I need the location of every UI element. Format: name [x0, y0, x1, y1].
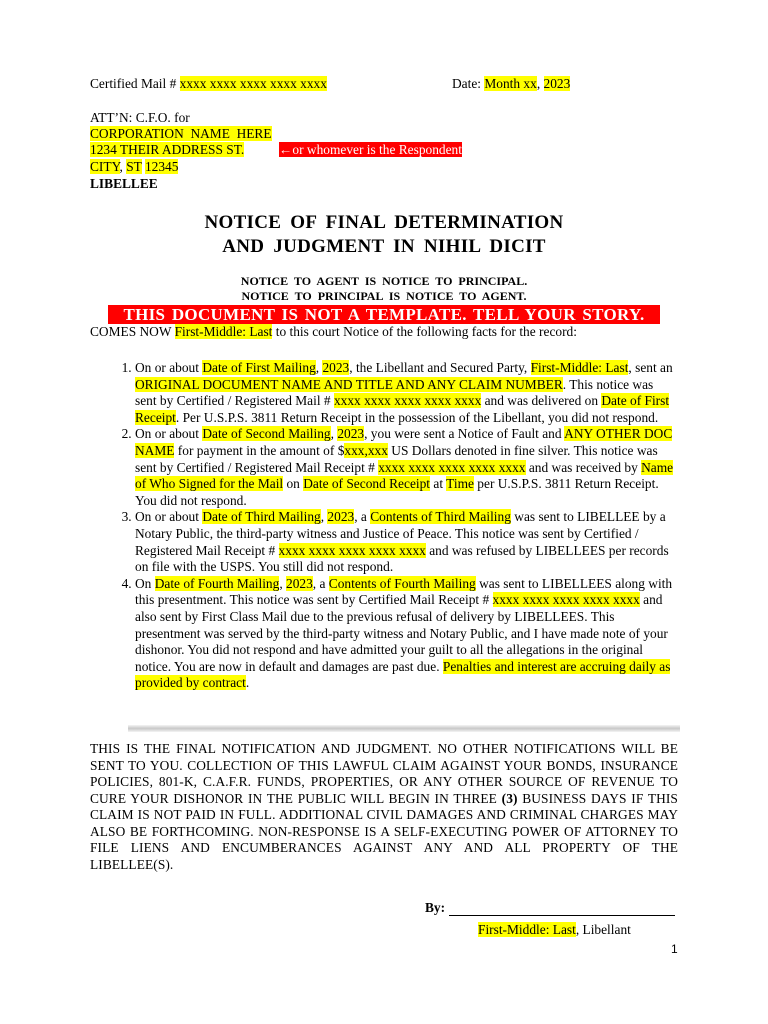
city-separator: , [119, 159, 127, 174]
date-label: Date: [452, 76, 485, 91]
street-address [90, 142, 244, 159]
corporation-name [90, 126, 272, 143]
date-line [452, 76, 570, 93]
certified-mail-line [90, 76, 327, 93]
city-state-zip [90, 159, 178, 176]
warning-banner: THIS DOCUMENT IS NOT A TEMPLATE. TELL YOUR STORY. [108, 305, 660, 324]
corporation-name-text: CORPORATION NAME HERE [90, 126, 272, 141]
document-title-line-2: AND JUDGMENT IN NIHIL DICIT [222, 236, 546, 257]
signature-name: First-Middle: Last [478, 922, 576, 937]
libellee-label: LIBELLEE [90, 176, 158, 191]
final-text-part-1: THIS IS THE FINAL NOTIFICATION AND JUDGMENT. NO OTHER NOTIFICATIONS WILL BE SENT TO YOU. COLLECTION OF THIS LAWFUL CLAIM AGAINST YOUR BONDS, INSURANCE POLICIES, 801-K, C.A.F.R. FUNDS, PROPERTIES, OR ANY OTHER SOURCE OF REVENUE TO CURE YOUR DISHONOR IN THE PUBLIC WILL BEGIN IN THREE [90, 741, 678, 806]
facts-list [90, 360, 678, 692]
state: ST [126, 159, 142, 174]
fact-item-3: 3. On or about Date of Third Mailing, 2023, a Contents of Third Mailing was sent to LIBELLEE by a Notary Public, the third-party witness and Justice of Peace. This notice was sent by Certified / Registered Mail Receipt # xxxx xxxx xxxx xxxx xxxx and was refused by LIBELLEES per records on file with the USPS. You still did not respond. [135, 509, 678, 575]
respondent-note-text: ←or whomever is the Respondent [279, 142, 462, 157]
fact-item-1: 1. On or about Date of First Mailing, 2023, the Libellant and Secured Party, First-Middle: Last, sent an ORIGINAL DOCUMENT NAME AND TITLE AND ANY CLAIM NUMBER. This notice was sent by Certified / Registered Mail # xxxx xxxx xxxx xxxx xxxx and was delivered on Date of First Receipt. Per U.S.P.S. 3811 Return Receipt in the possession of the Libellant, you did not respond. [135, 360, 678, 426]
date-separator: , [536, 76, 544, 91]
certified-mail-number: xxxx xxxx xxxx xxxx xxxx [179, 76, 327, 91]
signature-by-label: By: [425, 900, 446, 915]
notice-principal-line: NOTICE TO PRINCIPAL IS NOTICE TO AGENT. [241, 289, 527, 303]
intro-line [90, 324, 577, 341]
date-year: 2023 [543, 76, 571, 91]
city: CITY [90, 159, 120, 174]
final-notification-paragraph [90, 741, 678, 873]
document-title-line-1: NOTICE OF FINAL DETERMINATION [204, 212, 564, 233]
signature-blank [449, 901, 675, 916]
intro-name: First-Middle: Last [174, 324, 273, 339]
fact-item-2: 2. On or about Date of Second Mailing, 2023, you were sent a Notice of Fault and ANY OTHER DOC NAME for payment in the amount of $xxx,xxx US Dollars denoted in fine silver. This notice was sent by Certified / Registered Mail Receipt # xxxx xxxx xxxx xxxx xxxx and was received by Name of Who Signed for the Mail on Date of Second Receipt at Time per U.S.P.S. 3811 Return Receipt. You did not respond. [135, 426, 678, 509]
notice-agent-line: NOTICE TO AGENT IS NOTICE TO PRINCIPAL. [240, 274, 528, 288]
signature-role: , Libellant [575, 922, 631, 937]
intro-suffix: to this court Notice of the following facts for the record: [272, 324, 577, 339]
final-text-days: (3) [501, 790, 518, 806]
attn-line: ATT’N: C.F.O. for [90, 110, 190, 125]
signature-line [425, 900, 675, 916]
signature-name-line [478, 922, 631, 938]
page-number: 1 [671, 942, 678, 956]
certified-mail-label: Certified Mail # [90, 76, 180, 91]
final-text-part-2: BUSINESS DAYS IF THIS CLAIM IS NOT PAID IN FULL. ADDITIONAL CIVIL DAMAGES AND CRIMINAL CHARGES MAY ALSO BE FORTHCOMING. NON-RESPONSE IS A SELF-EXECUTING POWER OF ATTORNEY TO FILE LIENS AND ENCUMBERANCES AGAINST ANY AND ALL PROPERTY OF THE LIBELLEE(S). [90, 790, 678, 872]
date-month: Month xx [484, 76, 537, 91]
fact-item-4: 4. On Date of Fourth Mailing, 2023, a Contents of Fourth Mailing was sent to LIBELLEES along with this presentment. This notice was sent by Certified Mail Receipt # xxxx xxxx xxxx xxxx xxxx and also sent by First Class Mail due to the previous refusal of delivery by LIBELLEES. This presentment was served by the third-party witness and Notary Public, and I have made note of your dishonor. You did not respond and have admitted your guilt to all the allegations in the original notice. You are now in default and damages are past due. Penalties and interest are accruing daily as provided by contract. [135, 576, 678, 692]
zip: 12345 [144, 159, 179, 174]
section-divider [128, 725, 680, 732]
respondent-note [279, 142, 462, 158]
street-address-text: 1234 THEIR ADDRESS ST. [90, 142, 245, 157]
intro-prefix: COMES NOW [90, 324, 175, 339]
